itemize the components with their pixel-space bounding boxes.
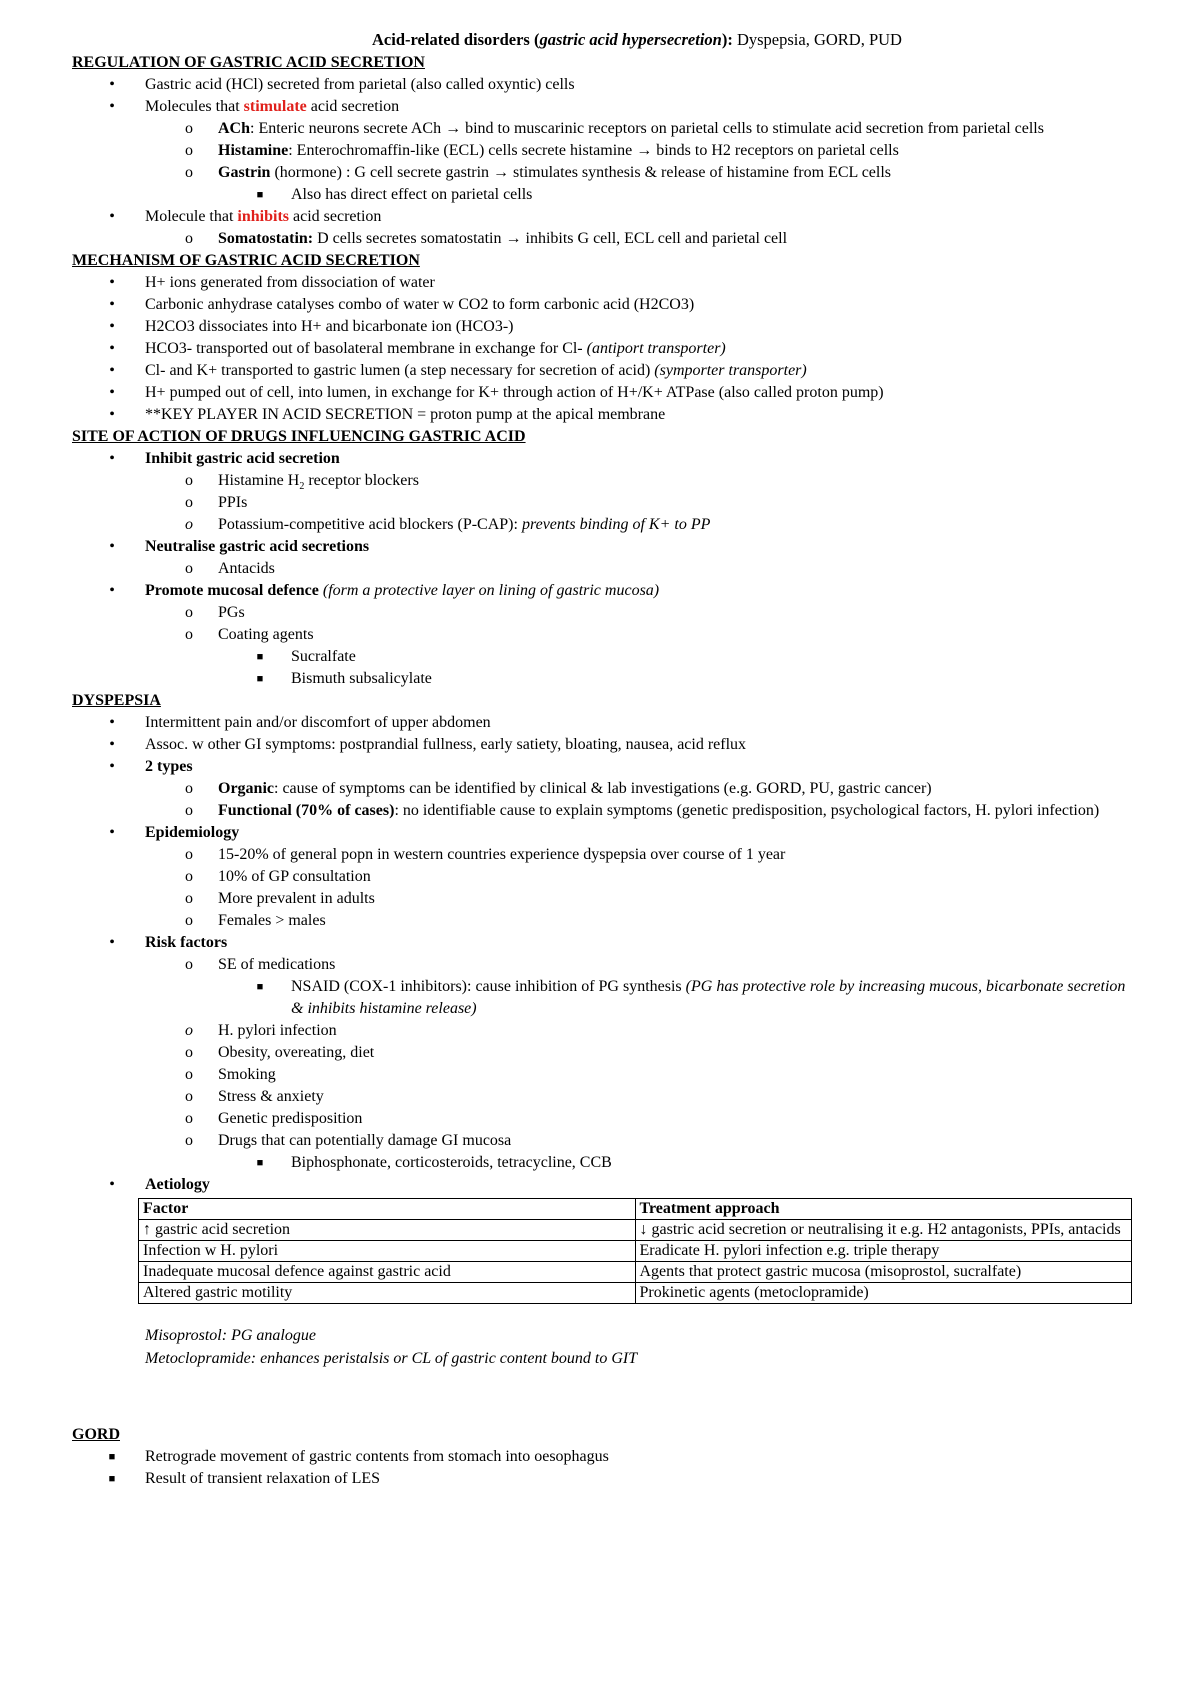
list-item: o Potassium-competitive acid blockers (P-CAP): prevents binding of K+ to PP	[72, 514, 1132, 536]
bullet-icon: •	[109, 1176, 115, 1193]
list-item: • H+ pumped out of cell, into lumen, in exchange for K+ through action of H+/K+ ATPase (also called proton pump)	[72, 382, 1132, 404]
circle-bullet-icon: o	[185, 1044, 193, 1061]
list-item: o Gastrin (hormone) : G cell secrete gastrin → stimulates synthesis & release of histamine from ECL cells	[72, 162, 1132, 184]
list-item: o 10% of GP consultation	[72, 866, 1132, 888]
square-bullet-icon: ■	[256, 673, 264, 685]
table-cell: Altered gastric motility	[139, 1283, 636, 1304]
table-cell: Inadequate mucosal defence against gastric acid	[139, 1262, 636, 1283]
square-bullet-icon: ■	[256, 189, 264, 201]
table-cell: Eradicate H. pylori infection e.g. triple therapy	[635, 1241, 1132, 1262]
bullet-icon: •	[109, 758, 115, 775]
table-row	[139, 1283, 1132, 1304]
circle-bullet-icon: o	[185, 164, 193, 181]
table-cell: Infection w H. pylori	[139, 1241, 636, 1262]
list-item: o 15-20% of general popn in western countries experience dyspepsia over course of 1 year	[72, 844, 1132, 866]
list-item: o Coating agents	[72, 624, 1132, 646]
dyspepsia-list	[72, 712, 1132, 1196]
title-bold-prefix: Acid-related disorders (	[372, 30, 540, 49]
circle-bullet-icon: o	[185, 1132, 193, 1149]
list-item: o PGs	[72, 602, 1132, 624]
square-bullet-icon: ■	[256, 981, 264, 993]
list-item: ■ Also has direct effect on parietal cells	[72, 184, 1132, 206]
list-item: • H2CO3 dissociates into H+ and bicarbonate ion (HCO3-)	[72, 316, 1132, 338]
bullet-icon: •	[109, 296, 115, 313]
list-item: o Obesity, overeating, diet	[72, 1042, 1132, 1064]
list-item: • 2 types	[72, 756, 1132, 778]
list-item: ■ Result of transient relaxation of LES	[72, 1468, 1132, 1490]
square-bullet-icon: ■	[256, 1157, 264, 1169]
aetiology-table	[138, 1198, 1132, 1304]
circle-bullet-icon: o	[185, 230, 193, 247]
circle-bullet-icon: o	[185, 1066, 193, 1083]
list-item: • Assoc. w other GI symptoms: postprandial fullness, early satiety, bloating, nausea, acid reflux	[72, 734, 1132, 756]
circle-bullet-icon: o	[185, 956, 193, 973]
document-content	[72, 28, 1132, 1490]
circle-bullet-icon: o	[185, 604, 193, 621]
table-cell: Agents that protect gastric mucosa (misoprostol, sucralfate)	[635, 1262, 1132, 1283]
title-rest: Dyspepsia, GORD, PUD	[732, 30, 902, 49]
list-item: • Intermittent pain and/or discomfort of upper abdomen	[72, 712, 1132, 734]
section-heading-site-of-action: SITE OF ACTION OF DRUGS INFLUENCING GASTRIC ACID	[72, 428, 526, 445]
section-heading-regulation: REGULATION OF GASTRIC ACID SECRETION	[72, 54, 425, 71]
inhibits-highlight: inhibits	[237, 208, 290, 225]
list-item: • **KEY PLAYER IN ACID SECRETION = proton pump at the apical membrane	[72, 404, 1132, 426]
circle-bullet-icon: o	[185, 868, 193, 885]
circle-bullet-icon: o	[185, 802, 193, 819]
table-header-cell: Factor	[139, 1199, 636, 1220]
square-bullet-icon: ■	[256, 651, 264, 663]
bullet-icon: •	[109, 274, 115, 291]
table-row	[139, 1262, 1132, 1283]
list-item: • HCO3- transported out of basolateral membrane in exchange for Cl- (antiport transporter)	[72, 338, 1132, 360]
list-item: o Females > males	[72, 910, 1132, 932]
bullet-icon: •	[109, 736, 115, 753]
list-item: o Stress & anxiety	[72, 1086, 1132, 1108]
site-list	[72, 448, 1132, 690]
bullet-icon: •	[109, 98, 115, 115]
list-item: • Inhibit gastric acid secretion	[72, 448, 1132, 470]
bullet-icon: •	[109, 76, 115, 93]
circle-bullet-icon: o	[185, 846, 193, 863]
bullet-icon: •	[109, 384, 115, 401]
list-item: ■ NSAID (COX-1 inhibitors): cause inhibition of PG synthesis (PG has protective role by increasing mucous, bicarbonate secretion & inhibits histamine release)	[72, 976, 1132, 1020]
list-item: o Histamine: Enterochromaffin-like (ECL) cells secrete histamine → binds to H2 receptors on parietal cells	[72, 140, 1132, 162]
mechanism-list	[72, 272, 1132, 426]
bullet-icon: •	[109, 340, 115, 357]
stimulate-highlight: stimulate	[243, 98, 307, 115]
list-item: o Drugs that can potentially damage GI mucosa	[72, 1130, 1132, 1152]
circle-bullet-icon: o	[185, 1088, 193, 1105]
circle-bullet-icon: o	[185, 120, 193, 137]
list-item: • Promote mucosal defence (form a protective layer on lining of gastric mucosa)	[72, 580, 1132, 602]
list-item: • Gastric acid (HCl) secreted from parietal (also called oxyntic) cells	[72, 74, 1132, 96]
gord-list	[72, 1446, 1132, 1490]
circle-bullet-icon: o	[185, 912, 193, 929]
bullet-icon: •	[109, 538, 115, 555]
circle-bullet-icon: o	[185, 516, 193, 533]
bullet-icon: •	[109, 208, 115, 225]
list-item: • Cl- and K+ transported to gastric lumen (a step necessary for secretion of acid) (symporter transporter)	[72, 360, 1132, 382]
table-header-cell: Treatment approach	[635, 1199, 1132, 1220]
section-heading-mechanism: MECHANISM OF GASTRIC ACID SECRETION	[72, 252, 420, 269]
list-item: o Histamine $H_2$ receptor blockers	[72, 470, 1132, 492]
list-item: ■ Retrograde movement of gastric contents from stomach into oesophagus	[72, 1446, 1132, 1468]
list-item: o H. pylori infection	[72, 1020, 1132, 1042]
table-row	[139, 1241, 1132, 1262]
list-item: ■ Biphosphonate, corticosteroids, tetracycline, CCB	[72, 1152, 1132, 1174]
regulation-list	[72, 74, 1132, 250]
note-metoclopramide: Metoclopramide: enhances peristalsis or CL of gastric content bound to GIT	[145, 1350, 638, 1367]
circle-bullet-icon: o	[185, 142, 193, 159]
bullet-icon: •	[109, 934, 115, 951]
document-title	[142, 28, 1132, 52]
list-item: • H+ ions generated from dissociation of water	[72, 272, 1132, 294]
list-item: • Neutralise gastric acid secretions	[72, 536, 1132, 558]
circle-bullet-icon: o	[185, 472, 193, 489]
list-item: ■ Sucralfate	[72, 646, 1132, 668]
bullet-icon: •	[109, 406, 115, 423]
list-item: • Epidemiology	[72, 822, 1132, 844]
table-cell: Prokinetic agents (metoclopramide)	[635, 1283, 1132, 1304]
list-item: o More prevalent in adults	[72, 888, 1132, 910]
title-italic: gastric acid hypersecretion	[539, 30, 722, 49]
list-item: • Risk factors	[72, 932, 1132, 954]
bullet-icon: •	[109, 824, 115, 841]
list-item: o Antacids	[72, 558, 1132, 580]
list-item: • Molecules that stimulate acid secretion	[72, 96, 1132, 118]
table-cell: ↓ gastric acid secretion or neutralising it e.g. H2 antagonists, PPIs, antacids	[635, 1220, 1132, 1241]
bullet-icon: •	[109, 318, 115, 335]
circle-bullet-icon: o	[185, 780, 193, 797]
circle-bullet-icon: o	[185, 626, 193, 643]
section-heading-gord: GORD	[72, 1426, 120, 1443]
table-header-row	[139, 1199, 1132, 1220]
circle-bullet-icon: o	[185, 1022, 193, 1039]
square-bullet-icon: ■	[108, 1473, 116, 1485]
notes-block	[145, 1324, 1132, 1370]
list-item: • Molecule that inhibits acid secretion	[72, 206, 1132, 228]
bullet-icon: •	[109, 450, 115, 467]
bullet-icon: •	[109, 362, 115, 379]
list-item: o SE of medications	[72, 954, 1132, 976]
circle-bullet-icon: o	[185, 1110, 193, 1127]
square-bullet-icon: ■	[108, 1451, 116, 1463]
list-item: o Organic: cause of symptoms can be identified by clinical & lab investigations (e.g. GORD, PU, gastric cancer)	[72, 778, 1132, 800]
circle-bullet-icon: o	[185, 494, 193, 511]
spacer	[72, 1370, 1132, 1424]
bullet-icon: •	[109, 582, 115, 599]
list-item: o Genetic predisposition	[72, 1108, 1132, 1130]
note-misoprostol: Misoprostol: PG analogue	[145, 1327, 316, 1344]
list-item: o ACh: Enteric neurons secrete ACh → bind to muscarinic receptors on parietal cells to stimulate acid secretion from parietal cells	[72, 118, 1132, 140]
table-cell: ↑ gastric acid secretion	[139, 1220, 636, 1241]
title-bold-suffix: ):	[721, 30, 733, 49]
table-row	[139, 1220, 1132, 1241]
list-item: o Functional (70% of cases): no identifiable cause to explain symptoms (genetic predisposition, psychological factors, H. pylori infection)	[72, 800, 1132, 822]
list-item: ■ Bismuth subsalicylate	[72, 668, 1132, 690]
bullet-icon: •	[109, 714, 115, 731]
list-item: o Somatostatin: D cells secretes somatostatin → inhibits G cell, ECL cell and parietal cell	[72, 228, 1132, 250]
section-heading-dyspepsia: DYSPEPSIA	[72, 692, 161, 709]
circle-bullet-icon: o	[185, 890, 193, 907]
circle-bullet-icon: o	[185, 560, 193, 577]
list-item: • Aetiology	[72, 1174, 1132, 1196]
list-item: • Carbonic anhydrase catalyses combo of water w CO2 to form carbonic acid (H2CO3)	[72, 294, 1132, 316]
list-item: o Smoking	[72, 1064, 1132, 1086]
list-item: o PPIs	[72, 492, 1132, 514]
